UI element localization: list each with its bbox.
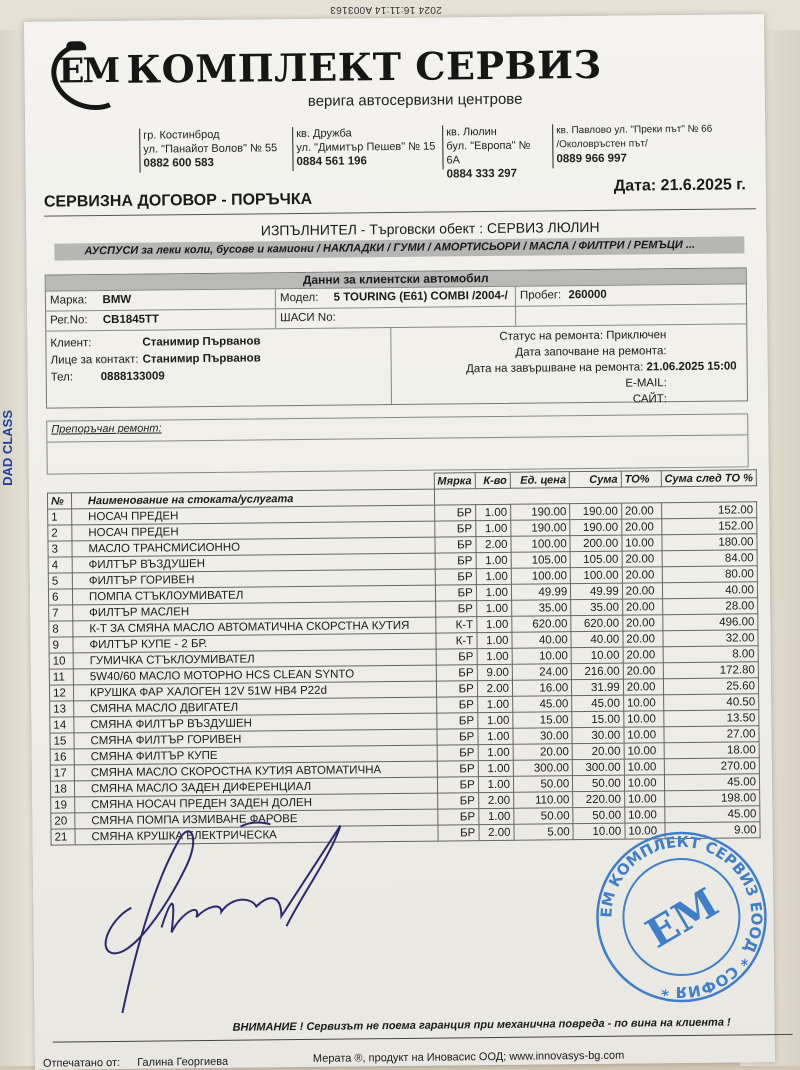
branch-line2: ул. "Панайот Волов" № 55 <box>143 141 286 156</box>
cell-unit: К-Т <box>435 633 476 649</box>
make-value: BMW <box>102 294 131 306</box>
cell-price: 45.00 <box>513 696 572 713</box>
header-sum: Сума <box>569 471 621 488</box>
printed-by-value: Галина Георгиева <box>137 1056 228 1069</box>
cell-no: 17 <box>50 765 74 781</box>
cell-after: 18.00 <box>664 742 759 759</box>
cell-discount: 20.00 <box>623 631 663 647</box>
make-field <box>46 289 276 310</box>
cell-discount: 10.00 <box>623 695 663 711</box>
cell-sum: 35.00 <box>571 599 623 616</box>
cell-discount: 10.00 <box>624 775 664 791</box>
cell-no: 5 <box>48 573 72 589</box>
cell-discount: 10.00 <box>624 711 664 727</box>
cell-name: НОСАЧ ПРЕДЕН <box>72 521 435 541</box>
cell-no: 15 <box>50 733 74 749</box>
cell-qty: 1.00 <box>477 616 512 632</box>
cell-no: 10 <box>49 653 73 669</box>
services-banner: АУСПУСИ за леки коли, бусове и камиони / НАКЛАДКИ / ГУМИ / АМОРТИСЬОРИ / МАСЛА / ФИЛТРИ / РЕМЪЦИ ... <box>54 236 744 260</box>
cell-name: СМЯНА ФИЛТЪР КУПЕ <box>74 745 437 765</box>
cell-price: 5.00 <box>514 824 573 841</box>
header-qty: К-во <box>475 472 510 488</box>
repair-info <box>391 324 747 404</box>
cell-unit: БР <box>436 697 477 713</box>
model-label: Модел: <box>280 292 319 304</box>
cell-no: 7 <box>49 605 73 621</box>
cell-no: 13 <box>50 701 74 717</box>
cell-discount: 20.00 <box>622 551 662 567</box>
cell-no: 1 <box>48 509 72 525</box>
cell-price: 15.00 <box>513 712 572 729</box>
cell-name: СМЯНА КРУШКА ЕЛЕКТРИЧЕСКА <box>75 825 438 845</box>
client-info <box>46 328 392 408</box>
cell-discount: 10.00 <box>625 807 665 823</box>
cell-name: СМЯНА ФИЛТЪР ГОРИВЕН <box>74 729 437 749</box>
cell-qty: 2.00 <box>477 680 512 696</box>
email-field <box>396 375 667 394</box>
cell-after: 80.00 <box>662 566 757 583</box>
cell-after: 198.00 <box>664 790 759 807</box>
cell-qty: 2.00 <box>479 824 514 840</box>
branch-item <box>292 126 436 172</box>
cell-sum: 300.00 <box>572 759 624 776</box>
cell-sum: 15.00 <box>572 711 624 728</box>
document-title: СЕРВИЗНА ДОГОВОР - ПОРЪЧКА <box>44 191 312 212</box>
cell-name: ФИЛТЪР ВЪЗДУШЕН <box>72 553 435 573</box>
cell-after: 40.50 <box>663 694 758 711</box>
cell-name: СМЯНА НОСАЧ ПРЕДЕН ЗАДЕН ДОЛЕН <box>75 793 438 813</box>
cell-price: 30.00 <box>513 728 572 745</box>
cell-discount: 10.00 <box>625 823 665 839</box>
cell-sum: 200.00 <box>570 535 622 552</box>
logo-car-icon <box>66 41 86 50</box>
document-title-row <box>44 172 756 216</box>
cell-price: 620.00 <box>512 616 571 633</box>
cell-after: 180.00 <box>662 534 757 551</box>
cell-unit: БР <box>437 793 478 809</box>
cell-unit: БР <box>436 713 477 729</box>
cell-after: 152.00 <box>661 518 756 535</box>
cell-name: ГУМИЧКА СТЪКЛОУМИВАТЕЛ <box>73 649 436 669</box>
cell-price: 16.00 <box>512 680 571 697</box>
status-value: Приключен <box>606 329 666 342</box>
recommended-repair-section <box>46 413 749 474</box>
cell-after: 172.80 <box>663 662 758 679</box>
reg-label: Рег.No: <box>50 314 88 326</box>
cell-unit: БР <box>434 521 475 537</box>
cell-no: 6 <box>48 589 72 605</box>
branch-item <box>552 123 716 169</box>
cell-unit: БР <box>434 537 475 553</box>
cell-name: НОСАЧ ПРЕДЕН <box>72 505 435 525</box>
cell-discount: 20.00 <box>623 615 663 631</box>
cell-after: 8.00 <box>663 646 758 663</box>
cell-qty: 1.00 <box>478 728 513 744</box>
cell-sum: 100.00 <box>570 567 622 584</box>
cell-no: 14 <box>50 717 74 733</box>
cell-unit: БР <box>437 777 478 793</box>
customer-signature <box>90 815 372 1018</box>
cell-name: 5W40/60 МАСЛО МОТОРНО HCS CLEAN SYNTO <box>73 665 436 685</box>
branch-item <box>139 127 286 173</box>
cell-name: ФИЛТЪР МАСЛЕН <box>73 601 436 621</box>
cell-name: СМЯНА ПОМПА ИЗМИВАНЕ ФАРОВЕ <box>75 809 438 829</box>
chassis-field <box>276 307 516 329</box>
header-unit: Мярка <box>434 473 475 489</box>
branch-list <box>139 122 755 172</box>
items-body <box>48 502 760 845</box>
branch-phone: 0889 966 997 <box>556 151 716 167</box>
cell-unit: БР <box>438 825 479 841</box>
contact-label: Лице за контакт: <box>50 352 142 370</box>
cell-sum: 45.00 <box>572 695 624 712</box>
phone-field <box>51 366 387 387</box>
cell-discount: 10.00 <box>624 727 664 743</box>
cell-sum: 20.00 <box>572 743 624 760</box>
cell-sum: 190.00 <box>570 503 622 520</box>
recommended-repair-label: Препоръчан ремонт: <box>47 414 747 442</box>
header-no: № <box>47 493 71 509</box>
cell-no: 3 <box>48 541 72 557</box>
cell-price: 100.00 <box>511 568 570 585</box>
cell-qty: 1.00 <box>477 696 512 712</box>
header-price: Ед. цена <box>510 472 569 489</box>
site-label: САЙТ: <box>633 393 667 405</box>
phone-value: 0888133009 <box>101 368 165 386</box>
cell-sum: 10.00 <box>573 823 625 840</box>
cell-sum: 40.00 <box>571 631 623 648</box>
cell-name: МАСЛО ТРАНСМИСИОННО <box>72 537 435 557</box>
cell-qty: 1.00 <box>476 584 511 600</box>
cell-unit: БР <box>436 649 477 665</box>
cell-price: 300.00 <box>513 760 572 777</box>
cell-sum: 50.00 <box>573 807 625 824</box>
branch-line1: гр. Костинброд <box>143 127 286 142</box>
mileage-value: 260000 <box>568 289 606 301</box>
cell-discount: 20.00 <box>622 567 662 583</box>
cell-unit: БР <box>435 553 476 569</box>
company-header <box>42 26 755 113</box>
cell-name: ФИЛТЪР КУПЕ - 2 БР. <box>73 633 436 653</box>
status-label: Статус на ремонта: <box>499 330 603 343</box>
background-print-text: 2024 16:11:14 A003163 <box>330 4 442 15</box>
cell-name: СМЯНА ФИЛТЪР ВЪЗДУШЕН <box>74 713 437 733</box>
branch-line1: кв. Павлово ул. "Преки път" № 66 <box>556 123 716 139</box>
cell-price: 24.00 <box>512 664 571 681</box>
branch-phone: 0884 561 196 <box>296 154 436 169</box>
printed-by <box>43 1056 228 1070</box>
cell-qty: 1.00 <box>479 808 514 824</box>
header-after-discount: Сума след ТО % <box>661 470 756 487</box>
cell-unit: БР <box>436 681 477 697</box>
cell-price: 100.00 <box>511 536 570 553</box>
model-field <box>276 287 516 309</box>
cell-name: ПОМПА СТЪКЛОУМИВАТЕЛ <box>72 585 435 605</box>
header-name: Наименование на стоката/услугата <box>71 489 434 509</box>
phone-label: Тел: <box>51 369 101 387</box>
cell-no: 8 <box>49 621 73 637</box>
cell-discount: 10.00 <box>624 743 664 759</box>
cell-after: 84.00 <box>662 550 757 567</box>
company-tagline: верига автосервизни центрове <box>308 91 523 110</box>
cell-unit: К-Т <box>435 617 476 633</box>
cell-discount: 20.00 <box>621 503 661 519</box>
cell-qty: 1.00 <box>476 600 511 616</box>
mileage-label: Пробег: <box>520 289 561 301</box>
document-date: Дата: 21.6.2025 г. <box>614 176 746 195</box>
cell-qty: 1.00 <box>475 504 510 520</box>
cell-qty: 9.00 <box>477 664 512 680</box>
cell-after: 45.00 <box>664 774 759 791</box>
cell-price: 40.00 <box>512 632 571 649</box>
cell-qty: 2.00 <box>478 792 513 808</box>
cell-no: 2 <box>48 525 72 541</box>
cell-sum: 30.00 <box>572 727 624 744</box>
cell-qty: 1.00 <box>476 568 511 584</box>
company-logo-icon <box>50 41 123 98</box>
branch-item <box>442 124 546 169</box>
cell-after: 32.00 <box>663 630 758 647</box>
cell-unit: БР <box>437 809 478 825</box>
empty-field <box>516 304 746 325</box>
cell-sum: 49.99 <box>571 583 623 600</box>
cell-discount: 10.00 <box>624 759 664 775</box>
reg-field <box>46 309 276 330</box>
cell-no: 19 <box>51 797 75 813</box>
warranty-warning: ВНИМАНИЕ ! Сервизът не поема гаранция при механична повреда - по вина на клиента ! <box>233 1017 731 1034</box>
cell-qty: 1.00 <box>478 712 513 728</box>
cell-after: 13.50 <box>663 710 758 727</box>
cell-name: СМЯНА МАСЛО ЗАДЕН ДИФЕРЕНЦИАЛ <box>74 777 437 797</box>
branch-line1: кв. Дружба <box>296 126 436 141</box>
email-label: E-MAIL: <box>625 377 667 389</box>
cell-sum: 220.00 <box>573 791 625 808</box>
vehicle-section-title: Данни за клиентски автомобил <box>46 268 746 290</box>
cell-qty: 1.00 <box>477 648 512 664</box>
cell-price: 49.99 <box>511 584 570 601</box>
cell-after: 28.00 <box>662 598 757 615</box>
cell-after: 25.60 <box>663 678 758 695</box>
cell-price: 20.00 <box>513 744 572 761</box>
cell-no: 18 <box>50 781 74 797</box>
vehicle-data-section <box>45 267 748 408</box>
footer-divider <box>53 1034 793 1043</box>
start-label: Дата започване на ремонта: <box>515 345 666 359</box>
branch-line2: ул. "Димитър Пешев" № 15 <box>296 140 436 155</box>
cell-qty: 2.00 <box>476 536 511 552</box>
cell-unit: БР <box>437 761 478 777</box>
cell-price: 110.00 <box>514 792 573 809</box>
cell-sum: 190.00 <box>570 519 622 536</box>
contact-value: Станимир Първанов <box>142 350 260 368</box>
cell-discount: 10.00 <box>622 535 662 551</box>
executor-line: ИЗПЪЛНИТЕЛ - Търговски обект : СЕРВИЗ ЛЮЛИН <box>44 217 756 240</box>
cell-qty: 1.00 <box>478 760 513 776</box>
cell-sum: 216.00 <box>571 663 623 680</box>
cell-discount: 20.00 <box>623 679 663 695</box>
client-value: Станимир Първанов <box>142 333 260 351</box>
items-table <box>47 469 761 845</box>
model-value: 5 TOURING (E61) COMBI /2004-/ <box>334 290 508 304</box>
cell-name: ФИЛТЪР ГОРИВЕН <box>72 569 435 589</box>
reg-value: CB1845TT <box>103 313 159 326</box>
stamp-ring-text: ЕМ КОМПЛЕКТ СЕРВИЗ ЕООД * СОФИЯ * <box>596 832 766 1002</box>
cell-unit: БР <box>434 505 475 521</box>
company-name: КОМПЛЕКТ СЕРВИЗ <box>126 42 601 92</box>
service-order-document <box>24 14 775 1070</box>
cell-after: 45.00 <box>664 806 759 823</box>
cell-qty: 1.00 <box>476 520 511 536</box>
cell-no: 12 <box>49 685 73 701</box>
cell-no: 20 <box>51 813 75 829</box>
cell-name: К-Т ЗА СМЯНА МАСЛО АВТОМАТИЧНА СКОРСТНА КУТИЯ <box>73 617 436 637</box>
branch-line2: /Околовръстен път/ <box>556 137 716 153</box>
repair-end-field <box>396 358 737 378</box>
branch-phone: 0882 600 583 <box>143 155 286 170</box>
cell-discount: 20.00 <box>622 519 662 535</box>
client-label: Клиент: <box>50 335 142 353</box>
mileage-field <box>516 284 746 305</box>
cell-discount: 10.00 <box>624 791 664 807</box>
logo-mark-text: ЕМ <box>58 51 118 92</box>
cell-qty: 1.00 <box>477 632 512 648</box>
cell-unit: БР <box>436 665 477 681</box>
cell-after: 152.00 <box>661 502 756 519</box>
company-stamp <box>580 826 782 1008</box>
cell-after: 270.00 <box>664 758 759 775</box>
cell-name: СМЯНА МАСЛО СКОРОСТНА КУТИЯ АВТОМАТИЧНА <box>74 761 437 781</box>
branch-line2: бул. "Европа" № 6А <box>446 138 546 167</box>
cell-no: 11 <box>49 669 73 685</box>
cell-name: СМЯНА МАСЛО ДВИГАТЕЛ <box>74 697 437 717</box>
cell-price: 10.00 <box>512 648 571 665</box>
cell-no: 4 <box>48 557 72 573</box>
cell-price: 190.00 <box>511 504 570 521</box>
cell-sum: 10.00 <box>571 647 623 664</box>
client-block <box>46 323 747 407</box>
cell-unit: БР <box>435 569 476 585</box>
cell-discount: 20.00 <box>622 583 662 599</box>
cell-sum: 105.00 <box>570 551 622 568</box>
cell-price: 190.00 <box>511 520 570 537</box>
cell-sum: 50.00 <box>573 775 625 792</box>
cell-after: 27.00 <box>664 726 759 743</box>
cell-no: 21 <box>51 829 75 845</box>
cell-after: 40.00 <box>662 582 757 599</box>
chassis-label: ШАСИ No: <box>280 312 336 325</box>
cell-qty: 1.00 <box>478 776 513 792</box>
cell-unit: БР <box>436 729 477 745</box>
background-left-label: DAD CLASS <box>0 410 15 486</box>
cell-discount: 20.00 <box>622 599 662 615</box>
cell-price: 35.00 <box>512 600 571 617</box>
end-label: Дата на завършване на ремонта: <box>466 361 643 375</box>
cell-name: КРУШКА ФАР ХАЛОГЕН 12V 51W HB4 P22d <box>73 681 436 701</box>
cell-no: 9 <box>49 637 73 653</box>
cell-discount: 20.00 <box>623 647 663 663</box>
cell-discount: 20.00 <box>623 663 663 679</box>
stamp-logo-mark: ЕМ <box>638 879 726 958</box>
cell-qty: 1.00 <box>478 744 513 760</box>
header-discount: ТО% <box>621 471 661 487</box>
software-credit: Мерата ®, продукт на Иновасис ООД; www.innovasys-bg.com <box>313 1050 624 1065</box>
cell-sum: 31.99 <box>572 679 624 696</box>
cell-qty: 1.00 <box>476 552 511 568</box>
cell-price: 50.00 <box>514 808 573 825</box>
cell-price: 50.00 <box>513 776 572 793</box>
make-label: Марка: <box>50 294 87 306</box>
cell-unit: БР <box>435 585 476 601</box>
cell-no: 16 <box>50 749 74 765</box>
cell-after: 496.00 <box>662 614 757 631</box>
branch-line1: кв. Люлин <box>446 124 546 139</box>
cell-after: 9.00 <box>665 822 760 839</box>
end-value: 21.06.2025 15:00 <box>646 360 736 373</box>
site-field <box>396 391 667 410</box>
printed-by-label: Отпечатано от: <box>43 1057 120 1070</box>
cell-unit: БР <box>435 601 476 617</box>
cell-unit: БР <box>437 745 478 761</box>
cell-sum: 620.00 <box>571 615 623 632</box>
cell-price: 105.00 <box>511 552 570 569</box>
branch-phone: 0884 333 297 <box>447 166 547 181</box>
